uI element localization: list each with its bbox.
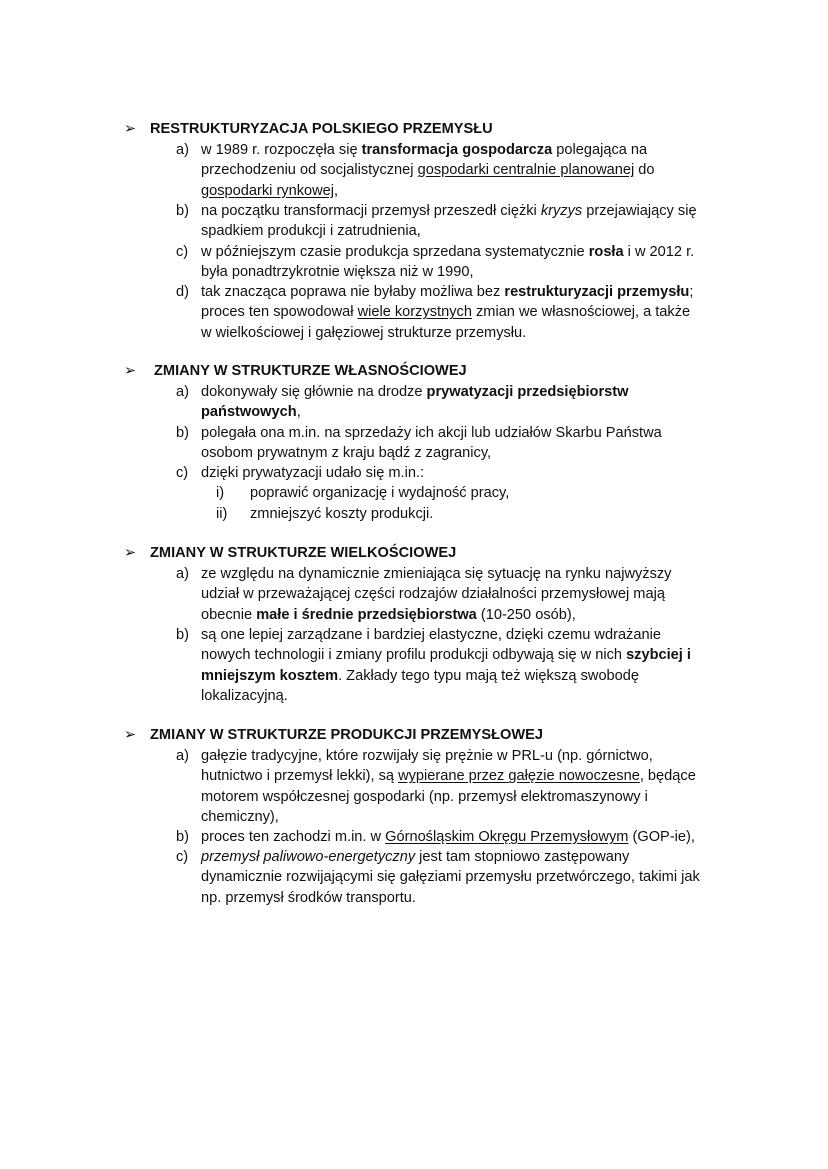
text-line: np. przemysł środków transportu. — [201, 889, 416, 906]
text-line: są one lepiej zarządzane i bardziej elastyczne, dzięki czemu wdrażanie — [201, 627, 661, 643]
section-heading: ➢ ZMIANY W STRUKTURZE WIELKOŚCIOWEJ — [124, 543, 456, 563]
text-line: przemysł paliwowo-energetyczny jest tam stopniowo zastępowany — [201, 849, 630, 865]
text-line: obecnie małe i średnie przedsiębiorstwa (10-250 osób), — [201, 606, 576, 623]
text-line: gospodarki rynkowej, — [201, 182, 339, 199]
text-line: w 1989 r. rozpoczęła się transformacja gospodarcza polegająca na — [201, 142, 648, 158]
section-heading: ➢ ZMIANY W STRUKTURZE WŁASNOŚCIOWEJ — [124, 361, 467, 381]
arrow-bullet-icon: ➢ — [124, 363, 137, 379]
text-line: była ponadtrzykrotnie większa niż w 1990, — [201, 264, 474, 281]
section-heading: ➢ RESTRUKTURYZACJA POLSKIEGO PRZEMYSŁU — [124, 119, 493, 139]
text-line: w wielkościowej i gałęziowej strukturze przemysłu. — [201, 324, 527, 341]
text-line: dynamicznie rozwijającymi się gałęziami przemysłu przetwórczego, takimi jak — [201, 869, 700, 886]
text-line: dzięki prywatyzacji udało się m.in.: — [201, 465, 425, 481]
arrow-bullet-icon: ➢ — [124, 545, 137, 561]
text-line: chemiczny), — [201, 808, 279, 825]
text-line: proces ten spowodował wiele korzystnych zmian we własnościowej, a także — [201, 304, 691, 321]
text-line: proces ten zachodzi m.in. w Górnośląskim Okręgu Przemysłowym (GOP-ie), — [201, 829, 695, 845]
text-line: ze względu na dynamicznie zmieniająca się sytuację na rynku najwyższy — [201, 566, 672, 582]
section-heading: ➢ ZMIANY W STRUKTURZE PRODUKCJI PRZEMYSŁOWEJ — [124, 725, 543, 745]
text-line: mniejszym kosztem. Zakłady tego typu mają też większą swobodę — [201, 667, 640, 684]
text-line: spadkiem produkcji i zatrudnienia, — [201, 223, 421, 240]
text-line: osobom prywatnym z kraju bądź z zagranicy, — [201, 445, 492, 462]
text-line: udział w przeważającej części rodzajów działalności przemysłowej mają — [201, 586, 665, 603]
text-line: lokalizacyjną. — [201, 687, 288, 704]
arrow-bullet-icon: ➢ — [124, 121, 137, 137]
text-line: polegała ona m.in. na sprzedaży ich akcji lub udziałów Skarbu Państwa — [201, 425, 662, 441]
document-page: ➢ RESTRUKTURYZACJA POLSKIEGO PRZEMYSŁU a) w 1989 r. rozpoczęła się transformacja gospodarcza polegająca na przechodzeniu od socjalistycznej gospodarki centralnie planowanej do gospodarki rynkowej, b) na początku transformacji przemysł przeszedł ciężki kryzys przejawiający się spadkiem produkcji i zatrudnienia, c) w późniejszym czasie produkcja sprzedana systematycznie rosła i w 2012 r. była ponadtrzykrotnie większa niż w 1990, d) tak znacząca poprawa nie byłaby możliwa bez restrukturyzacji przemysłu; proces ten spowodował wiele korzystnych zmian we własnościowej, a także w wielkościowej i gałęziowej strukturze przemysłu. ➢ ZMIANY W STRUKTURZE WŁASNOŚCIOWEJ a) dokonywały się głównie na drodze prywatyzacji przedsiębiorstw państwowych, b) polegała ona m.in. na sprzedaży ich akcji lub udziałów Skarbu Państwa osobom prywatnym z kraju bądź z zagranicy, c) dzięki prywatyzacji udało się m.in.: i) poprawić organizację i wydajność pracy, ii) zmniejszyć koszty produkcji. ➢ ZMIANY W STRUKTURZE WIELKOŚCIOWEJ a) ze względu na dynamicznie zmieniająca się sytuację na rynku najwyższy udział w przeważającej części rodzajów działalności przemysłowej mają obecnie małe i średnie przedsiębiorstwa (10-250 osób), b) są one lepiej zarządzane i bardziej elastyczne, dzięki czemu wdrażanie nowych technologii i zmiany profilu produkcji odbywają się w nich szybciej i mniejszym kosztem. Zakłady tego typu mają też większą swobodę lokalizacyjną. ➢ ZMIANY W STRUKTURZE PRODUKCJI PRZEMYSŁOWEJ a) gałęzie tradycyjne, które rozwijały się prężnie w PRL-u (np. górnictwo, hutnictwo i przemysł lekki), są wypierane przez gałęzie nowoczesne, będące motorem współczesnej gospodarki (np. przemysł elektromaszynowy i chemiczny), b) proces ten zachodzi m.in. w Górnośląskim Okręgu Przemysłowym (GOP-ie), c) przemysł paliwowo-energetyczny jest tam stopniowo zastępowany dynamicznie rozwijającymi się gałęziami przemysłu przetwórczego, takimi jak np. przemysł środków transportu. — [0, 0, 828, 1169]
text-line: przechodzeniu od socjalistycznej gospodarki centralnie planowanej do — [201, 162, 655, 179]
text-line: nowych technologii i zmiany profilu produkcji odbywają się w nich szybciej i — [201, 647, 691, 664]
arrow-bullet-icon: ➢ — [124, 727, 137, 743]
text-line: dokonywały się głównie na drodze prywatyzacji przedsiębiorstw — [201, 384, 629, 400]
text-line: motorem współczesnej gospodarki (np. przemysł elektromaszynowy i — [201, 788, 648, 805]
text-line: państwowych, — [201, 404, 301, 421]
text-line: w późniejszym czasie produkcja sprzedana systematycznie rosła i w 2012 r. — [201, 244, 695, 260]
text-line: gałęzie tradycyjne, które rozwijały się prężnie w PRL-u (np. górnictwo, — [201, 748, 653, 764]
text-line: na początku transformacji przemysł przeszedł ciężki kryzys przejawiający się — [201, 203, 697, 219]
text-line: tak znacząca poprawa nie byłaby możliwa bez restrukturyzacji przemysłu; — [201, 284, 694, 300]
text-line: hutnictwo i przemysł lekki), są wypierane przez gałęzie nowoczesne, będące — [201, 768, 696, 785]
